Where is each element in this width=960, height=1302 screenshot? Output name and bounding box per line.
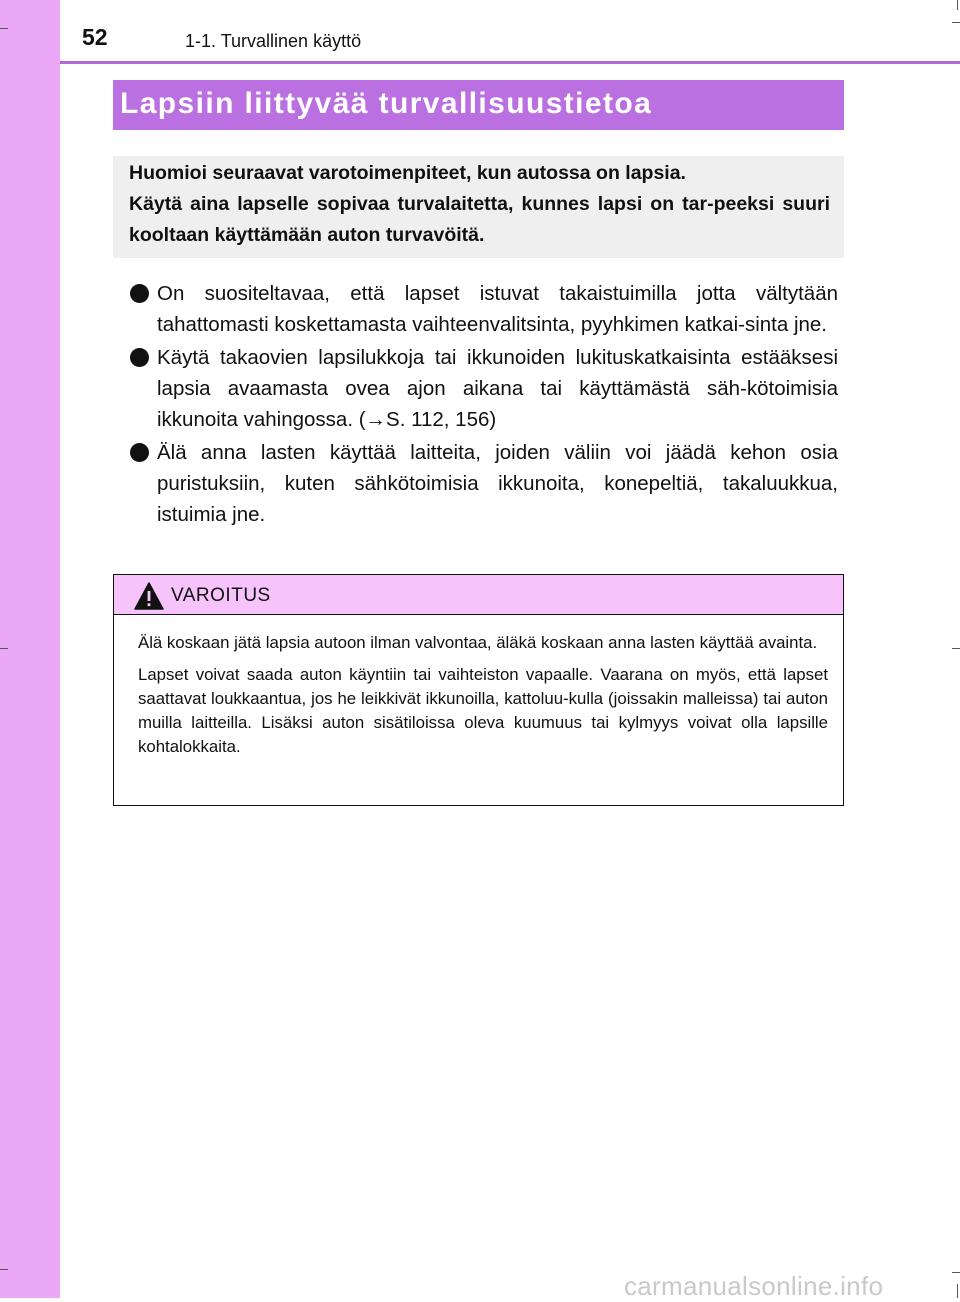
list-item xyxy=(130,437,838,530)
bullet-text: Älä anna lasten käyttää laitteita, joiden väliin voi jäädä kehon osia puristuksiin, kuten sähkötoimisia ikkunoita, konepeltiä, takaluukkua, istuimia jne. xyxy=(157,441,838,526)
page-number: 52 xyxy=(82,24,108,50)
warning-body xyxy=(114,615,843,759)
crop-mark xyxy=(957,1284,958,1298)
list-item xyxy=(130,278,838,340)
bullet-dot-icon xyxy=(130,348,149,367)
warning-label: VAROITUS xyxy=(171,585,271,606)
warning-box xyxy=(113,574,844,806)
crop-mark xyxy=(952,648,960,649)
crop-mark xyxy=(957,0,958,10)
warning-paragraph: Lapset voivat saada auton käyntiin tai vaihteiston vapaalle. Vaarana on myös, että lapset saattavat loukkaantua, jos he leikkivät ikkunoilla, kattoluu-kulla (joissakin malleissa) tai auton muilla laitteilla. Lisäksi auton sisätiloissa oleva kuumuus tai kylmyys voivat olla lapsille kohtalokkaita. xyxy=(138,665,828,756)
warning-paragraph: Älä koskaan jätä lapsia autoon ilman valvontaa, äläkä koskaan anna lasten käyttää avainta. xyxy=(138,633,818,652)
crop-mark xyxy=(952,1272,960,1273)
crop-mark xyxy=(952,22,960,23)
page-title: Lapsiin liittyvää turvallisuustietoa xyxy=(113,80,844,130)
crop-mark xyxy=(0,1269,8,1270)
bullet-dot-icon xyxy=(130,443,149,462)
warning-header xyxy=(114,575,843,615)
side-tab-strip xyxy=(0,0,60,1298)
header-divider xyxy=(60,61,960,64)
intro-summary-box xyxy=(113,156,844,258)
bullet-text: On suositeltavaa, että lapset istuvat takaistuimilla jotta vältytään tahattomasti koskettamasta vaihteenvalitsinta, pyyhkimen katkai-sinta jne. xyxy=(157,282,838,336)
bullet-dot-icon xyxy=(130,284,149,303)
bullet-text: Käytä takaovien lapsilukkoja tai ikkunoiden lukituskatkaisinta estääksesi lapsia avaamasta ovea ajon aikana tai käyttämästä säh-kötoimisia ikkunoita vahingossa. (→S. 112, 156) xyxy=(157,346,838,431)
bullet-list xyxy=(130,278,838,530)
intro-line: Käytä aina lapselle sopivaa turvalaitetta, kunnes lapsi on tar-peeksi suuri kooltaan käyttämään auton turvavöitä. xyxy=(129,193,830,246)
section-heading: 1-1. Turvallinen käyttö xyxy=(185,31,362,51)
warning-triangle-icon xyxy=(134,582,164,610)
crop-mark xyxy=(0,648,8,649)
list-item xyxy=(130,342,838,435)
crop-mark xyxy=(0,28,8,29)
intro-line: Huomioi seuraavat varotoimenpiteet, kun autossa on lapsia. xyxy=(129,162,686,184)
watermark: carmanualsonline.info xyxy=(624,1271,884,1301)
